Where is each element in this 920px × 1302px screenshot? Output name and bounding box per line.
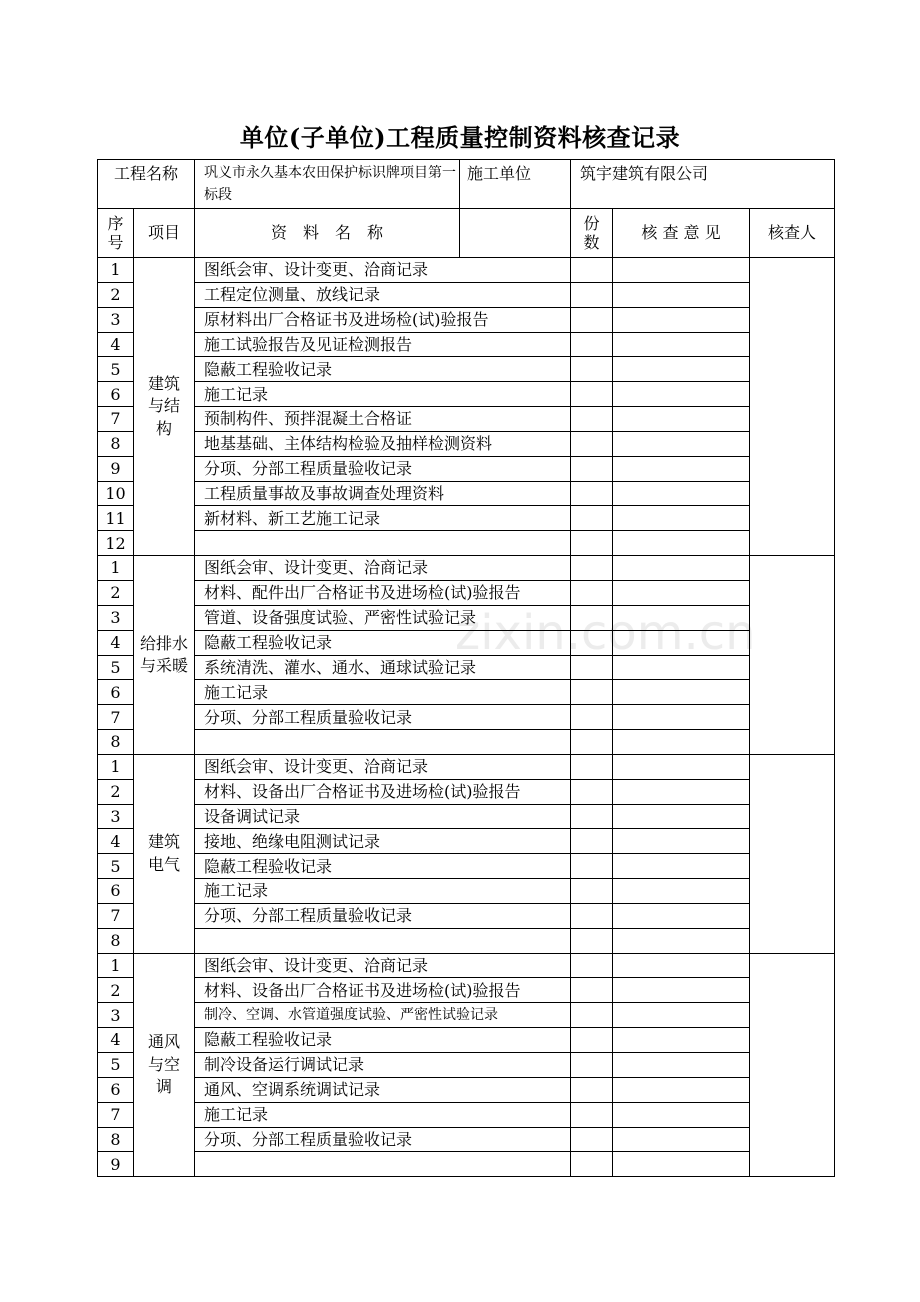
row-number: 9 <box>98 456 134 481</box>
opinion-cell[interactable] <box>613 456 750 481</box>
table-row <box>98 531 835 556</box>
header-no: 序号 <box>98 209 134 258</box>
row-number: 2 <box>98 978 134 1003</box>
document-name: 分项、分部工程质量验收记录 <box>195 903 571 928</box>
opinion-cell[interactable] <box>613 928 750 953</box>
opinion-cell[interactable] <box>613 1077 750 1102</box>
copies-cell[interactable] <box>571 307 613 332</box>
row-number: 2 <box>98 282 134 307</box>
table-row <box>98 382 835 407</box>
row-number: 6 <box>98 879 134 904</box>
copies-cell[interactable] <box>571 605 613 630</box>
table-row <box>98 655 835 680</box>
document-name: 设备调试记录 <box>195 804 571 829</box>
opinion-cell[interactable] <box>613 730 750 755</box>
document-name: 工程质量事故及事故调查处理资料 <box>195 481 571 506</box>
copies-cell[interactable] <box>571 357 613 382</box>
table-row <box>98 754 835 779</box>
document-name: 图纸会审、设计变更、洽商记录 <box>195 754 571 779</box>
opinion-cell[interactable] <box>613 1102 750 1127</box>
copies-cell[interactable] <box>571 953 613 978</box>
document-name: 分项、分部工程质量验收记录 <box>195 456 571 481</box>
document-name: 预制构件、预拌混凝土合格证 <box>195 407 571 432</box>
copies-cell[interactable] <box>571 879 613 904</box>
section-item: 通风 与空 调 <box>134 953 195 1177</box>
checker-cell[interactable] <box>750 258 835 556</box>
quality-control-table <box>97 159 835 1177</box>
table-row <box>98 307 835 332</box>
document-name: 图纸会审、设计变更、洽商记录 <box>195 258 571 283</box>
document-name <box>195 531 571 556</box>
document-name: 材料、配件出厂合格证书及进场检(试)验报告 <box>195 580 571 605</box>
table-row <box>98 481 835 506</box>
copies-cell[interactable] <box>571 1102 613 1127</box>
row-number: 8 <box>98 730 134 755</box>
document-name: 隐蔽工程验收记录 <box>195 854 571 879</box>
row-number: 3 <box>98 804 134 829</box>
copies-cell[interactable] <box>571 779 613 804</box>
table-row <box>98 1102 835 1127</box>
copies-cell[interactable] <box>571 680 613 705</box>
table-row <box>98 282 835 307</box>
document-name: 隐蔽工程验收记录 <box>195 630 571 655</box>
table-row <box>98 1077 835 1102</box>
document-name: 分项、分部工程质量验收记录 <box>195 705 571 730</box>
table-row <box>98 854 835 879</box>
document-name: 隐蔽工程验收记录 <box>195 357 571 382</box>
opinion-cell[interactable] <box>613 804 750 829</box>
document-name <box>195 730 571 755</box>
row-number: 3 <box>98 605 134 630</box>
header-item: 项目 <box>134 209 195 258</box>
table-row <box>98 730 835 755</box>
table-row <box>98 1053 835 1078</box>
copies-cell[interactable] <box>571 258 613 283</box>
header-checker: 核查人 <box>750 209 835 258</box>
opinion-cell[interactable] <box>613 481 750 506</box>
opinion-cell[interactable] <box>613 829 750 854</box>
document-name: 接地、绝缘电阻测试记录 <box>195 829 571 854</box>
copies-cell[interactable] <box>571 1003 613 1028</box>
table-row <box>98 506 835 531</box>
opinion-cell[interactable] <box>613 854 750 879</box>
opinion-cell[interactable] <box>613 357 750 382</box>
table-row <box>98 829 835 854</box>
contractor-name: 筑宇建筑有限公司 <box>571 160 835 209</box>
document-name: 施工记录 <box>195 680 571 705</box>
watermark: zixin.com.cn <box>455 605 756 661</box>
section-item: 建筑 与结 构 <box>134 258 195 556</box>
opinion-cell[interactable] <box>613 1127 750 1152</box>
opinion-cell[interactable] <box>613 1028 750 1053</box>
opinion-cell[interactable] <box>613 332 750 357</box>
table-row <box>98 705 835 730</box>
copies-cell[interactable] <box>571 854 613 879</box>
table-row <box>98 605 835 630</box>
copies-cell[interactable] <box>571 282 613 307</box>
opinion-cell[interactable] <box>613 1053 750 1078</box>
section-item: 建筑 电气 <box>134 754 195 953</box>
row-number: 5 <box>98 1053 134 1078</box>
row-number: 5 <box>98 854 134 879</box>
table-row <box>98 903 835 928</box>
row-number: 10 <box>98 481 134 506</box>
document-name: 管道、设备强度试验、严密性试验记录 <box>195 605 571 630</box>
opinion-cell[interactable] <box>613 258 750 283</box>
opinion-cell[interactable] <box>613 282 750 307</box>
opinion-cell[interactable] <box>613 1003 750 1028</box>
header-name: 资 料 名 称 <box>195 209 460 258</box>
copies-cell[interactable] <box>571 1152 613 1177</box>
row-number: 11 <box>98 506 134 531</box>
document-name: 图纸会审、设计变更、洽商记录 <box>195 556 571 581</box>
table-row <box>98 580 835 605</box>
document-name: 材料、设备出厂合格证书及进场检(试)验报告 <box>195 978 571 1003</box>
table-row <box>98 407 835 432</box>
copies-cell[interactable] <box>571 1077 613 1102</box>
table-row <box>98 779 835 804</box>
row-number: 4 <box>98 332 134 357</box>
table-row <box>98 680 835 705</box>
opinion-cell[interactable] <box>613 1152 750 1177</box>
copies-cell[interactable] <box>571 481 613 506</box>
row-number: 6 <box>98 680 134 705</box>
opinion-cell[interactable] <box>613 903 750 928</box>
opinion-cell[interactable] <box>613 556 750 581</box>
copies-cell[interactable] <box>571 754 613 779</box>
table-row <box>98 1152 835 1177</box>
opinion-cell[interactable] <box>613 307 750 332</box>
opinion-cell[interactable] <box>613 580 750 605</box>
copies-cell[interactable] <box>571 580 613 605</box>
opinion-cell[interactable] <box>613 655 750 680</box>
row-number: 6 <box>98 1077 134 1102</box>
document-name: 分项、分部工程质量验收记录 <box>195 1127 571 1152</box>
copies-cell[interactable] <box>571 655 613 680</box>
opinion-cell[interactable] <box>613 754 750 779</box>
header-opinion: 核 查 意 见 <box>613 209 750 258</box>
copies-cell[interactable] <box>571 531 613 556</box>
copies-cell[interactable] <box>571 1028 613 1053</box>
row-number: 5 <box>98 655 134 680</box>
opinion-cell[interactable] <box>613 431 750 456</box>
copies-cell[interactable] <box>571 332 613 357</box>
row-number: 1 <box>98 556 134 581</box>
document-name: 制冷设备运行调试记录 <box>195 1053 571 1078</box>
opinion-cell[interactable] <box>613 779 750 804</box>
copies-cell[interactable] <box>571 556 613 581</box>
table-row <box>98 1127 835 1152</box>
row-number: 7 <box>98 407 134 432</box>
row-number: 3 <box>98 307 134 332</box>
row-number: 3 <box>98 1003 134 1028</box>
row-number: 4 <box>98 630 134 655</box>
opinion-cell[interactable] <box>613 407 750 432</box>
row-number: 8 <box>98 1127 134 1152</box>
opinion-cell[interactable] <box>613 531 750 556</box>
table-row <box>98 953 835 978</box>
document-name <box>195 928 571 953</box>
table-row <box>98 431 835 456</box>
row-number: 1 <box>98 754 134 779</box>
opinion-cell[interactable] <box>613 680 750 705</box>
opinion-cell[interactable] <box>613 630 750 655</box>
opinion-cell[interactable] <box>613 705 750 730</box>
row-number: 7 <box>98 1102 134 1127</box>
copies-cell[interactable] <box>571 1053 613 1078</box>
copies-cell[interactable] <box>571 903 613 928</box>
row-number: 4 <box>98 1028 134 1053</box>
document-name: 施工记录 <box>195 1102 571 1127</box>
document-name: 施工记录 <box>195 382 571 407</box>
row-number: 9 <box>98 1152 134 1177</box>
copies-cell[interactable] <box>571 456 613 481</box>
table-row <box>98 556 835 581</box>
row-number: 8 <box>98 928 134 953</box>
table-row <box>98 1003 835 1028</box>
table-row <box>98 456 835 481</box>
row-number: 8 <box>98 431 134 456</box>
row-number: 4 <box>98 829 134 854</box>
copies-cell[interactable] <box>571 407 613 432</box>
copies-cell[interactable] <box>571 804 613 829</box>
table-row <box>98 332 835 357</box>
document-name: 施工记录 <box>195 879 571 904</box>
checker-cell[interactable] <box>750 953 835 1177</box>
copies-cell[interactable] <box>571 630 613 655</box>
copies-cell[interactable] <box>571 829 613 854</box>
document-name: 系统清洗、灌水、通水、通球试验记录 <box>195 655 571 680</box>
document-name: 隐蔽工程验收记录 <box>195 1028 571 1053</box>
copies-cell[interactable] <box>571 705 613 730</box>
row-number: 6 <box>98 382 134 407</box>
row-number: 2 <box>98 580 134 605</box>
opinion-cell[interactable] <box>613 506 750 531</box>
project-name: 巩义市永久基本农田保护标识牌项目第一标段 <box>195 160 460 209</box>
document-name: 通风、空调系统调试记录 <box>195 1077 571 1102</box>
document-name: 图纸会审、设计变更、洽商记录 <box>195 953 571 978</box>
table-row <box>98 928 835 953</box>
row-number: 12 <box>98 531 134 556</box>
document-name: 新材料、新工艺施工记录 <box>195 506 571 531</box>
row-number: 1 <box>98 953 134 978</box>
table-row <box>98 804 835 829</box>
table-row <box>98 879 835 904</box>
table-row <box>98 1028 835 1053</box>
copies-cell[interactable] <box>571 382 613 407</box>
document-name <box>195 1152 571 1177</box>
opinion-cell[interactable] <box>613 382 750 407</box>
header-copies: 份数 <box>571 209 613 258</box>
document-name: 地基基础、主体结构检验及抽样检测资料 <box>195 431 571 456</box>
table-row <box>98 978 835 1003</box>
checker-cell[interactable] <box>750 556 835 755</box>
copies-cell[interactable] <box>571 506 613 531</box>
document-name: 材料、设备出厂合格证书及进场检(试)验报告 <box>195 779 571 804</box>
document-name: 工程定位测量、放线记录 <box>195 282 571 307</box>
row-number: 7 <box>98 903 134 928</box>
row-number: 1 <box>98 258 134 283</box>
document-name: 原材料出厂合格证书及进场检(试)验报告 <box>195 307 571 332</box>
opinion-cell[interactable] <box>613 605 750 630</box>
opinion-cell[interactable] <box>613 879 750 904</box>
table-row <box>98 630 835 655</box>
checker-cell[interactable] <box>750 754 835 953</box>
row-number: 7 <box>98 705 134 730</box>
contractor-label: 施工单位 <box>460 160 571 209</box>
copies-cell[interactable] <box>571 1127 613 1152</box>
row-number: 5 <box>98 357 134 382</box>
project-label: 工程名称 <box>98 160 195 209</box>
table-row <box>98 357 835 382</box>
copies-cell[interactable] <box>571 431 613 456</box>
row-number: 2 <box>98 779 134 804</box>
copies-cell[interactable] <box>571 730 613 755</box>
document-name: 制冷、空调、水管道强度试验、严密性试验记录 <box>195 1003 571 1028</box>
copies-cell[interactable] <box>571 928 613 953</box>
document-name: 施工试验报告及见证检测报告 <box>195 332 571 357</box>
opinion-cell[interactable] <box>613 978 750 1003</box>
page-title: 单位(子单位)工程质量控制资料核查记录 <box>239 123 681 152</box>
copies-cell[interactable] <box>571 978 613 1003</box>
section-item: 给排水与采暖 <box>134 556 195 755</box>
opinion-cell[interactable] <box>613 953 750 978</box>
table-row <box>98 258 835 283</box>
